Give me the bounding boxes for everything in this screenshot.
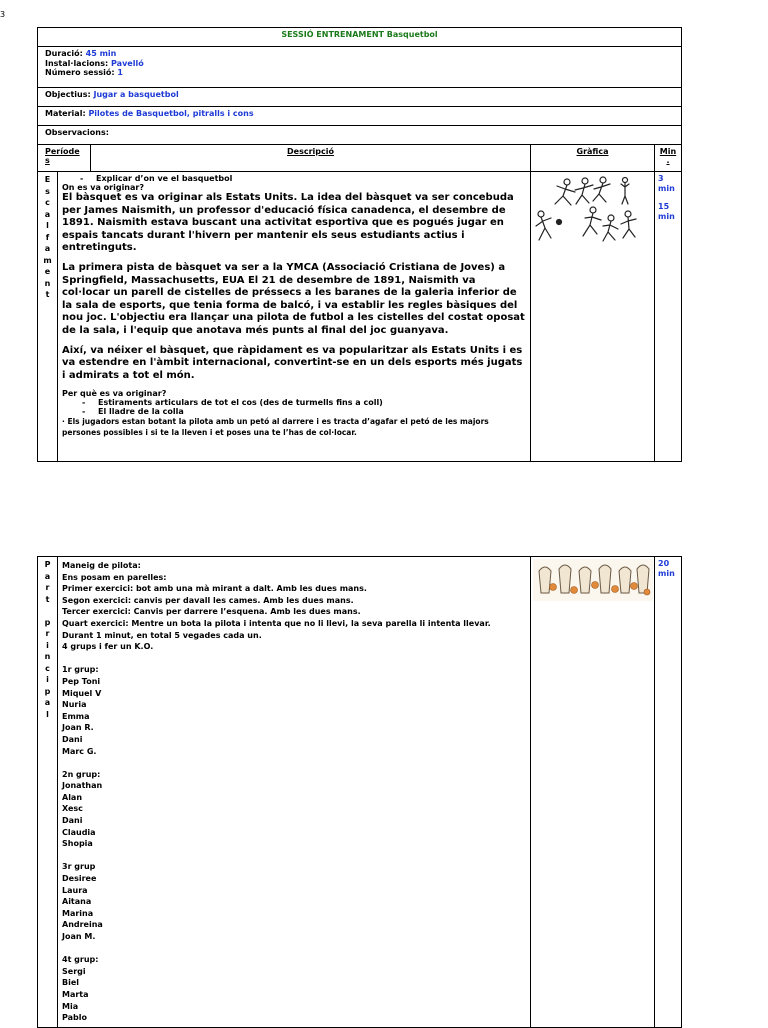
group-member: Joan R. <box>62 723 94 733</box>
part-principal-letter: P <box>44 560 51 569</box>
part-principal-letter: i <box>46 675 49 684</box>
col-header-min: Min . <box>655 145 682 172</box>
escalfament-letter: a <box>44 209 51 219</box>
period-part-principal <box>38 557 58 1028</box>
min-value-1: 3 min <box>658 174 675 193</box>
part-principal-letter: n <box>44 652 51 661</box>
exercise-line: Maneig de pilota: <box>62 561 141 570</box>
group-member: Marta <box>62 989 89 999</box>
group-member: Emma <box>62 711 90 721</box>
min-cell-3 <box>655 557 682 1028</box>
escalfament-letter: t <box>45 290 50 299</box>
group-member: Marc G. <box>62 746 97 756</box>
material-row: Material: Pilotes de Basquetbol, pitralls i cons <box>38 107 682 126</box>
part-principal-letter: c <box>45 663 50 673</box>
dribbling-drawing <box>533 559 653 601</box>
escalfament-letter: m <box>43 255 52 265</box>
exercise-line: Ens posam en parelles: <box>62 572 167 582</box>
part-principal-letter: a <box>44 571 51 581</box>
players-drawing <box>533 174 653 254</box>
part-principal-letter <box>38 605 57 617</box>
group-title: 1r grup: <box>62 665 99 675</box>
group-member: Pablo <box>62 1013 88 1023</box>
escalfament-letter: l <box>46 221 49 230</box>
group-member: Joan M. <box>62 932 96 941</box>
part-principal-letter: p <box>44 686 51 696</box>
group-member: Shopia <box>62 839 93 849</box>
part-principal-description <box>58 557 531 1028</box>
grafica-cell-1 <box>531 172 655 462</box>
paragraph-ymca: La primera pista de bàsquet va ser a la YMCA (Associació Cristiana de Joves) a Springfield, Massachusetts, EUA El 21 de desembre de 1891, Naismith va col·locar un parell de cistelles de préssecs a les baranes de la galeria inferior de la sala de esports, que tenia forma de balcó, i va establir les regles bàsiques del nou joc. L'objectiu era llançar una pilota de futbol a les cistelles del costat oposat de la sala, i l'equip que anotava més punts al final del joc guanyava. <box>62 261 525 336</box>
escalfament-letter: e <box>44 267 51 276</box>
part-principal-letter: t <box>45 594 50 604</box>
paragraph-origin: El bàsquet es va originar als Estats Units. La idea del bàsquet va ser concebuda per James Naismith, un professor d'educació física canadenca, el desembre de 1891. Naismith estava buscant una activitat esportiva que es pogués jugar en espais tancats durant l'hivern per mantenir els seus estudiants actius i entretinguts. <box>62 192 514 254</box>
group-title: 2n grup: <box>62 769 101 779</box>
page-number: 3 <box>0 10 6 19</box>
group-member: Marina <box>62 908 94 918</box>
col-header-descripcio: Descripció <box>91 145 531 172</box>
min-cell-1 <box>655 172 682 462</box>
session-info: Duració: 45 min Instal·lacions: Pavelló Número sessió: 1 <box>38 47 682 88</box>
group-title: 3r grup <box>62 862 96 872</box>
escalfament-letter: a <box>44 244 51 253</box>
group-member: Biel <box>62 978 80 988</box>
part-principal-letter: r <box>45 583 50 592</box>
part-principal-letter: i <box>46 640 49 650</box>
exercise-line: Tercer exercici: Canvis per darrere l’esquena. Amb les dues mans. <box>62 607 361 617</box>
group-member: Aitana <box>62 897 92 907</box>
escalfament-description: - Explicar d’on ve el basquetbol On es va originar? El bàsquet es va originar als Estats Units. La idea del bàsquet va ser concebuda per James Naismith, un professor d'educació física canadenca, el desembre de 1891. Naismith estava buscant una activitat esportiva que es pogués jugar en espais tancats durant l'hivern per mantenir els seus estudiants actius i entretinguts. La primera pista de bàsquet va ser a la YMCA (Associació Cristiana de Joves) a Springfield, Massachusetts, EUA El 21 de desembre de 1891, Naismith va col·locar un parell de cistelles de préssecs a les baranes de la galeria inferior de la sala de esports, que tenia forma de balcó, i va establir les regles bàsiques del nou joc. L'objectiu era llançar una pilota de futbol a les cistelles del costat oposat de la sala, i l'equip que anotava més punts al final del joc guanyava. Així, va néixer el bàsquet, que ràpidament es va popularitzar als Estats Units i es va estendre en l'àmbit internacional, convertint-se en un dels esports més jugats i admirats a tot el món. Per què es va originar? - Estiraments articulars de tot el cos (des de turmells fins a coll) - El lladre de la colla · Els jugadors estan botant la pilota amb un petó al darrere i es tracta d’agafar el petó de les majors persones possibles i si te la lleven i et poses una te l’has de col·locar. <box>58 172 531 462</box>
objectius-row: Objectius: Jugar a basquetbol <box>38 88 682 107</box>
part-principal-letter: a <box>44 698 51 707</box>
period-escalfament <box>38 172 58 462</box>
col-header-periode: Període s <box>38 145 91 172</box>
exercise-line: Segon exercici: canvis per davall les cames. Amb les dues mans. <box>62 595 354 605</box>
installacions-value: Pavelló <box>111 58 144 68</box>
exercise-line: 4 grups i fer un K.O. <box>62 642 154 652</box>
group-member: Dani <box>62 816 83 826</box>
escalfament-letter: n <box>44 278 51 288</box>
min-value-3: 20 min <box>658 559 675 578</box>
escalfament-letter: s <box>45 186 50 196</box>
escalfament-letter: c <box>45 198 50 207</box>
min-value-2: 15 min <box>658 202 675 221</box>
part-principal-sheet <box>37 556 682 1028</box>
numero-sessio-value: 1 <box>117 68 123 77</box>
group-title: 4t grup: <box>62 955 99 965</box>
paragraph-popular: Així, va néixer el bàsquet, que ràpidament es va popularitzar als Estats Units i es va estendre en l'àmbit internacional, convertint-se en un dels esports més jugats i admirats a tot el món. <box>62 344 523 381</box>
part-principal-letter: l <box>46 709 49 719</box>
escalfament-letter: f <box>45 232 50 242</box>
group-member: Xesc <box>62 804 83 814</box>
col-header-grafica: Gràfica <box>531 145 655 172</box>
part-principal-letter: p <box>44 617 51 627</box>
group-member: Andreina <box>62 920 103 930</box>
part-principal-letter: r <box>45 629 50 638</box>
group-member: Alan <box>62 792 83 802</box>
group-member: Jonathan <box>62 781 103 791</box>
session-title: SESSIÓ ENTRENAMENT Basquetbol <box>38 28 682 47</box>
duracio-value: 45 min <box>85 49 117 58</box>
exercise-line: Quart exercici: Mentre un bota la pilota i intenta que no li llevi, la seva parella li intenta llevar. <box>62 618 491 628</box>
group-member: Pep Toni <box>62 676 101 686</box>
group-member: Claudia <box>62 827 96 837</box>
exercise-line: Durant 1 minut, en total 5 vegades cada un. <box>62 630 262 640</box>
escalfament-letter: E <box>44 175 51 184</box>
group-member: Laura <box>62 885 88 895</box>
group-member: Miquel V <box>62 688 102 698</box>
group-member: Sergi <box>62 966 86 976</box>
exercise-line: Primer exercici: bot amb una mà mirant a dalt. Amb les dues mans. <box>62 584 367 594</box>
group-member: Nuria <box>62 700 87 710</box>
grafica-cell-2 <box>531 557 655 1028</box>
session-sheet <box>37 27 682 462</box>
group-member: Desiree <box>62 874 97 884</box>
observacions-row: Observacions: <box>38 126 682 145</box>
group-member: Dani <box>62 734 83 744</box>
group-member: Mia <box>62 1001 79 1011</box>
